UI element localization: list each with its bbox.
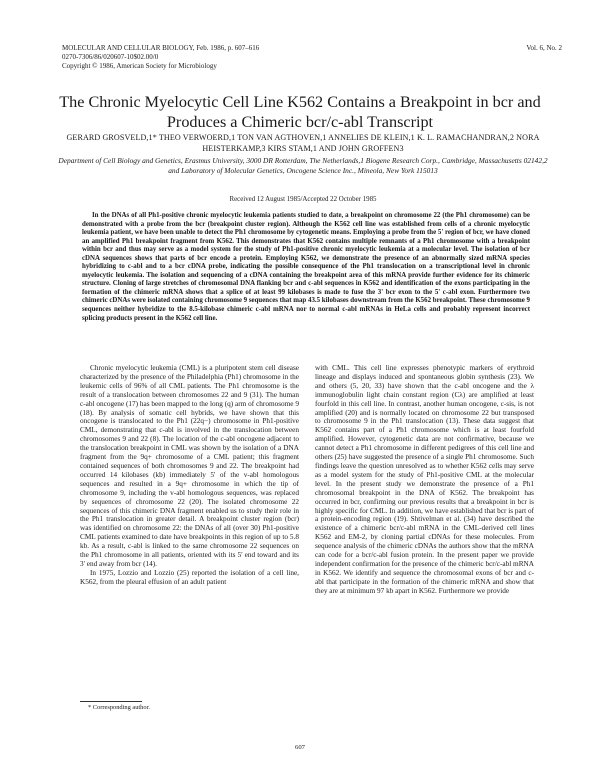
journal-citation: MOLECULAR AND CELLULAR BIOLOGY, Feb. 1986, p. 607–616 xyxy=(62,44,260,52)
affiliations: Department of Cell Biology and Genetics, Erasmus University, 3000 DR Rotterdam, The Netherlands,1 Biogene Research Corp., Cambridge, Massachusetts 02142,2 and Laboratory of Molecular Genetics, Oncogene Science Inc., Mineola, New York 115013 xyxy=(58,156,548,175)
issn-line: 0270-7306/86/020607-10$02.00/0 xyxy=(62,53,159,61)
received-accepted-dates: Received 12 August 1985/Accepted 22 October 1985 xyxy=(229,196,377,203)
body-paragraph: In 1975, Lozzio and Lozzio (25) reported the isolation of a cell line, K562, from the pleural effusion of an adult patient xyxy=(80,568,299,586)
footnote-rule xyxy=(80,701,142,702)
volume-issue: Vol. 6, No. 2 xyxy=(526,44,562,52)
body-column-left xyxy=(80,364,299,688)
body-column-right xyxy=(315,364,534,724)
copyright-line: Copyright © 1986, American Society for Microbiology xyxy=(62,62,217,70)
page-number: 607 xyxy=(294,744,306,751)
body-paragraph: Chronic myelocytic leukemia (CML) is a pluripotent stem cell disease characterized by the presence of the Philadelphia (Ph1) chromosome in the leukemic cells of 96% of all CML patients. The Ph1 chromosome is the result of a translocation between chromosomes 22 and 9 (31). The human c-abl oncogene (17) has been mapped to the long (q) arm of chromosome 9 (18). By analysis of somatic cell hybrids, we have shown that this oncogene is translocated to the Ph1 (22q−) chromosome in Ph1-positive CML, demonstrating that c-abl is involved in the translocation between chromosomes 9 and 22 (8). The location of the c-abl oncogene adjacent to the translocation breakpoint in CML was shown by the isolation of a DNA fragment from the 9q+ chromosome of a CML patient; this fragment contained sequences of both chromosomes 9 and 22. The breakpoint had occurred 14 kilobases (kb) immediately 5' of the v-abl homologous sequences and resulted in a 9q+ chromosome in which the tip of chromosome 9, including the v-abl homologous sequences, was replaced by sequences of chromosome 22 (20). The isolated chromosome 22 sequences of this chimeric DNA fragment enabled us to study their role in the Ph1 translocation in greater detail. A breakpoint cluster region (bcr) was identified on chromosome 22: the DNAs of all (over 30) Ph1-positive CML patients examined to date have breakpoints in this region of up to 5.8 kb. As a result, c-abl is linked to the same chromosome 22 sequences on the Ph1 chromosome in all patients, oriented with its 5' end toward and its 3' end away from bcr (14). xyxy=(80,364,299,568)
running-header xyxy=(62,44,562,71)
article-title: The Chronic Myelocytic Cell Line K562 Contains a Breakpoint in bcr and Produces a Chimeric bcr/c-abl Transcript xyxy=(59,93,541,131)
author-list: GERARD GROSVELD,1* THEO VERWOERD,1 TON VAN AGTHOVEN,1 ANNELIES DE KLEIN,1 K. L. RAMACHANDRAN,2 NORA HEISTERKAMP,3 KIRS STAM,1 AND JOHN GROFFEN3 xyxy=(66,133,540,153)
body-paragraph: with CML. This cell line expresses phenotypic markers of erythroid lineage and displays induced and spontaneous globin synthesis (23). We and others (5, 20, 33) have shown that the c-abl oncogene and the λ immunoglobulin light chain constant region (Cλ) are amplified at least fourfold in this cell line. In contrast, another human oncogene, c-sis, is not amplified (20) and is normally located on chromosome 22 but transposed to chromosome 9 in the Ph1 translocation (13). These data suggest that K562 contains part of a Ph1 chromosome which is at least fourfold amplified. However, cytogenetic data are not confirmative, because we cannot detect a Ph1 chromosome in different pedigrees of this cell line and others (25) have suggested the presence of a single Ph1 chromosome. Such findings leave the question unresolved as to whether K562 cells may serve as a model system for the study of Ph1-positive CML at the molecular level. In the present study we demonstrate the presence of a Ph1 chromosomal breakpoint in the DNA of K562. The breakpoint has occurred in bcr, confirming our previous results that a breakpoint in bcr is highly specific for CML. In addition, we have established that bcr is part of a protein-encoding region (19). Shtivelman et al. (34) have described the existence of a chimeric bcr/c-abl mRNA in the CML-derived cell lines K562 and EM-2, by cloning partial cDNAs for these molecules. From sequence analysis of the chimeric cDNAs the authors show that the mRNA can code for a bcr/c-abl fusion protein. In the present paper we provide independent confirmation for the presence of the chimeric bcr/c-abl mRNA in K562. We identify and sequence the chromosomal exons of bcr and c-abl that participate in the formation of the chimeric mRNA and show that they are at minimum 97 kb apart in K562. Furthermore we provide xyxy=(315,364,534,595)
abstract: In the DNAs of all Ph1-positive chronic myelocytic leukemia patients studied to date, a breakpoint on chromosome 22 (the Ph1 chromosome) can be demonstrated with a probe from the bcr (breakpoint cluster region). Although the K562 cell line was established from cells of a chronic myelocytic leukemia patient, we have been unable to detect the Ph1 chromosome by cytogenetic means. Employing a probe from the 5' region of bcr, we have cloned an amplified Ph1 breakpoint fragment from K562. This demonstrates that K562 contains multiple remnants of a Ph1 chromosome with a breakpoint within bcr and thus may serve as a model system for the study of Ph1-positive chronic myelocytic leukemia at a molecular level. The isolation of bcr cDNA sequences shows that parts of bcr encode a protein. Employing K562, we demonstrate the presence of an abnormally sized mRNA species hybridizing to c-abl and to a bcr cDNA probe, indicating the possible consequence of the Ph1 translocation on a transcriptional level in chronic myelocytic leukemia. The isolation and sequencing of a cDNA containing the breakpoint area of this mRNA provide further evidence for its chimeric structure. Cloning of large stretches of chromosomal DNA flanking bcr and c-abl sequences in K562 and identification of the exons participating in the formation of the chimeric mRNA shows that a splice of at least 99 kilobases is made to fuse the 3' bcr exon to the 5' c-abl exon. Furthermore two chimeric cDNAs were isolated containing chromosome 9 sequences that map 43.5 kilobases downstream from the K562 breakpoint. These chromosome 9 sequences neither hybridize to the 8.5-kilobase chimeric c-abl mRNA nor to normal c-abl mRNAs in HeLa cells and probably represent incorrect splicing products present in the K562 cell line. xyxy=(82,212,530,322)
footnote: * Corresponding author. xyxy=(88,704,150,711)
